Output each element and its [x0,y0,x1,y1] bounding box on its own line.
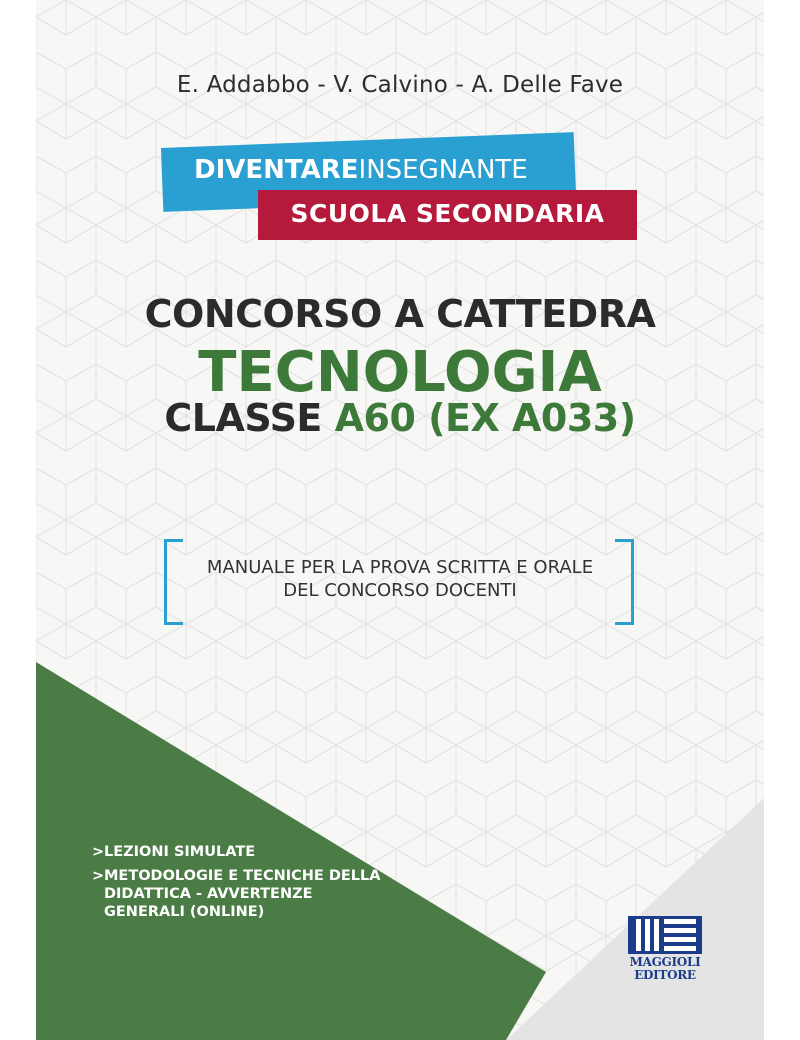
title-line3 [36,396,764,440]
title-main: TECNOLOGIA [198,340,602,405]
title-line1: CONCORSO A CATTEDRA [144,292,656,336]
publisher-logo [628,916,702,982]
maggioli-logo-icon [628,916,702,954]
publisher-name [628,956,702,982]
manual-line1: MANUALE PER LA PROVA SCRITTA E ORALE [206,557,594,578]
manual-line2: DEL CONCORSO DOCENTI [283,580,517,601]
feature-item [92,843,392,861]
feature-text: LEZIONI SIMULATE [104,844,256,860]
series-subtitle: SCUOLA SECONDARIA [290,199,605,228]
feature-text: METODOLOGIE E TECNICHE DELLA DIDATTICA - AVVERTENZE GENERALI (ONLINE) [104,868,381,920]
class-prefix: CLASSE [164,396,322,440]
feature-item [92,867,392,921]
manual-description [36,556,764,602]
series-word-bold: DIVENTARE [194,155,359,185]
series-title [194,155,528,185]
publisher-line2: EDITORE [634,968,696,982]
chevron-right-icon: > [92,868,105,884]
book-cover [36,0,764,1040]
chevron-right-icon: > [92,844,105,860]
class-code: A60 (EX A033) [334,396,636,440]
publisher-line1: MAGGIOLI [629,955,701,969]
feature-list [92,843,392,927]
authors: E. Addabbo - V. Calvino - A. Delle Fave [176,72,624,98]
series-word-light: INSEGNANTE [358,155,528,185]
